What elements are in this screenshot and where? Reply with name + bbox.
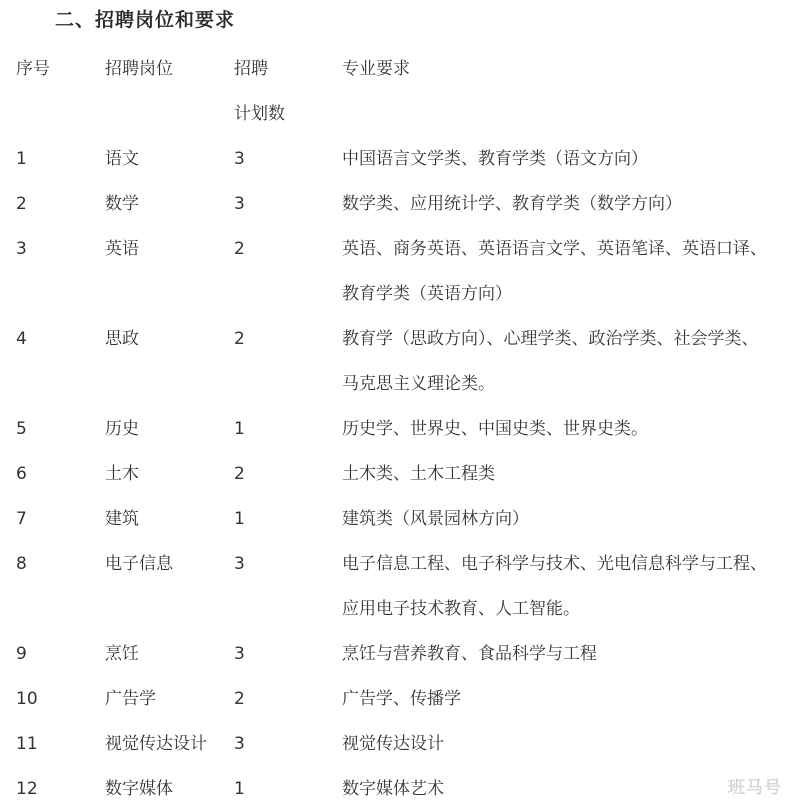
row-plan-count: 2 <box>234 329 245 349</box>
table-body <box>0 137 800 812</box>
row-requirement: 数字媒体艺术 <box>342 779 444 799</box>
row-number: 3 <box>16 239 27 259</box>
table-row <box>0 407 800 452</box>
row-requirement: 教育学类（英语方向） <box>342 284 512 304</box>
table-row <box>0 182 800 227</box>
row-requirement: 烹饪与营养教育、食品科学与工程 <box>342 644 597 664</box>
row-position: 语文 <box>105 149 139 169</box>
row-requirement: 电子信息工程、电子科学与技术、光电信息科学与工程、 <box>342 554 767 574</box>
row-number: 5 <box>16 419 27 439</box>
table-row <box>0 767 800 812</box>
row-number: 7 <box>16 509 27 529</box>
table-row <box>0 497 800 542</box>
row-position: 历史 <box>105 419 139 439</box>
row-requirement: 教育学（思政方向）、心理学类、政治学类、社会学类、 <box>342 329 759 349</box>
row-position: 广告学 <box>105 689 156 709</box>
row-requirement: 视觉传达设计 <box>342 734 444 754</box>
row-plan-count: 3 <box>234 644 245 664</box>
row-number: 2 <box>16 194 27 214</box>
row-number: 12 <box>16 779 38 799</box>
header-position: 招聘岗位 <box>105 59 173 79</box>
row-plan-count: 2 <box>234 239 245 259</box>
row-requirement: 历史学、世界史、中国史类、世界史类。 <box>342 419 648 439</box>
row-requirement: 土木类、土木工程类 <box>342 464 495 484</box>
row-number: 11 <box>16 734 38 754</box>
row-plan-count: 1 <box>234 779 245 799</box>
row-position: 视觉传达设计 <box>105 734 207 754</box>
table-row <box>0 317 800 407</box>
row-plan-count: 3 <box>234 149 245 169</box>
row-number: 1 <box>16 149 27 169</box>
table-header-row <box>0 47 800 137</box>
table-row <box>0 542 800 632</box>
row-position: 烹饪 <box>105 644 139 664</box>
row-plan-count: 3 <box>234 554 245 574</box>
row-position: 建筑 <box>105 509 139 529</box>
section-title: 二、招聘岗位和要求 <box>55 9 236 31</box>
row-requirement: 中国语言文学类、教育学类（语文方向） <box>342 149 648 169</box>
row-plan-count: 2 <box>234 464 245 484</box>
row-position: 思政 <box>105 329 139 349</box>
row-plan-count: 1 <box>234 419 245 439</box>
row-position: 数学 <box>105 194 139 214</box>
row-plan-count: 3 <box>234 194 245 214</box>
table-row <box>0 452 800 497</box>
table-row <box>0 227 800 317</box>
row-requirement: 英语、商务英语、英语语言文学、英语笔译、英语口译、 <box>342 239 767 259</box>
row-number: 8 <box>16 554 27 574</box>
header-number: 序号 <box>16 59 50 79</box>
row-position: 电子信息 <box>105 554 173 574</box>
row-position: 数字媒体 <box>105 779 173 799</box>
row-number: 9 <box>16 644 27 664</box>
row-number: 10 <box>16 689 38 709</box>
table-row <box>0 137 800 182</box>
row-position: 英语 <box>105 239 139 259</box>
table-row <box>0 722 800 767</box>
row-number: 6 <box>16 464 27 484</box>
row-number: 4 <box>16 329 27 349</box>
header-requirement: 专业要求 <box>342 59 410 79</box>
watermark: 班马号 <box>728 778 782 798</box>
row-plan-count: 1 <box>234 509 245 529</box>
row-plan-count: 2 <box>234 689 245 709</box>
row-requirement: 广告学、传播学 <box>342 689 461 709</box>
row-requirement: 马克思主义理论类。 <box>342 374 495 394</box>
row-position: 土木 <box>105 464 139 484</box>
row-requirement: 建筑类（风景园林方向） <box>342 509 529 529</box>
header-plan-line2: 计划数 <box>234 104 285 124</box>
row-plan-count: 3 <box>234 734 245 754</box>
table-row <box>0 677 800 722</box>
row-requirement: 应用电子技术教育、人工智能。 <box>342 599 580 619</box>
row-requirement: 数学类、应用统计学、教育学类（数学方向） <box>342 194 682 214</box>
recruitment-table <box>0 47 800 812</box>
table-row <box>0 632 800 677</box>
header-plan-line1: 招聘 <box>234 59 268 79</box>
